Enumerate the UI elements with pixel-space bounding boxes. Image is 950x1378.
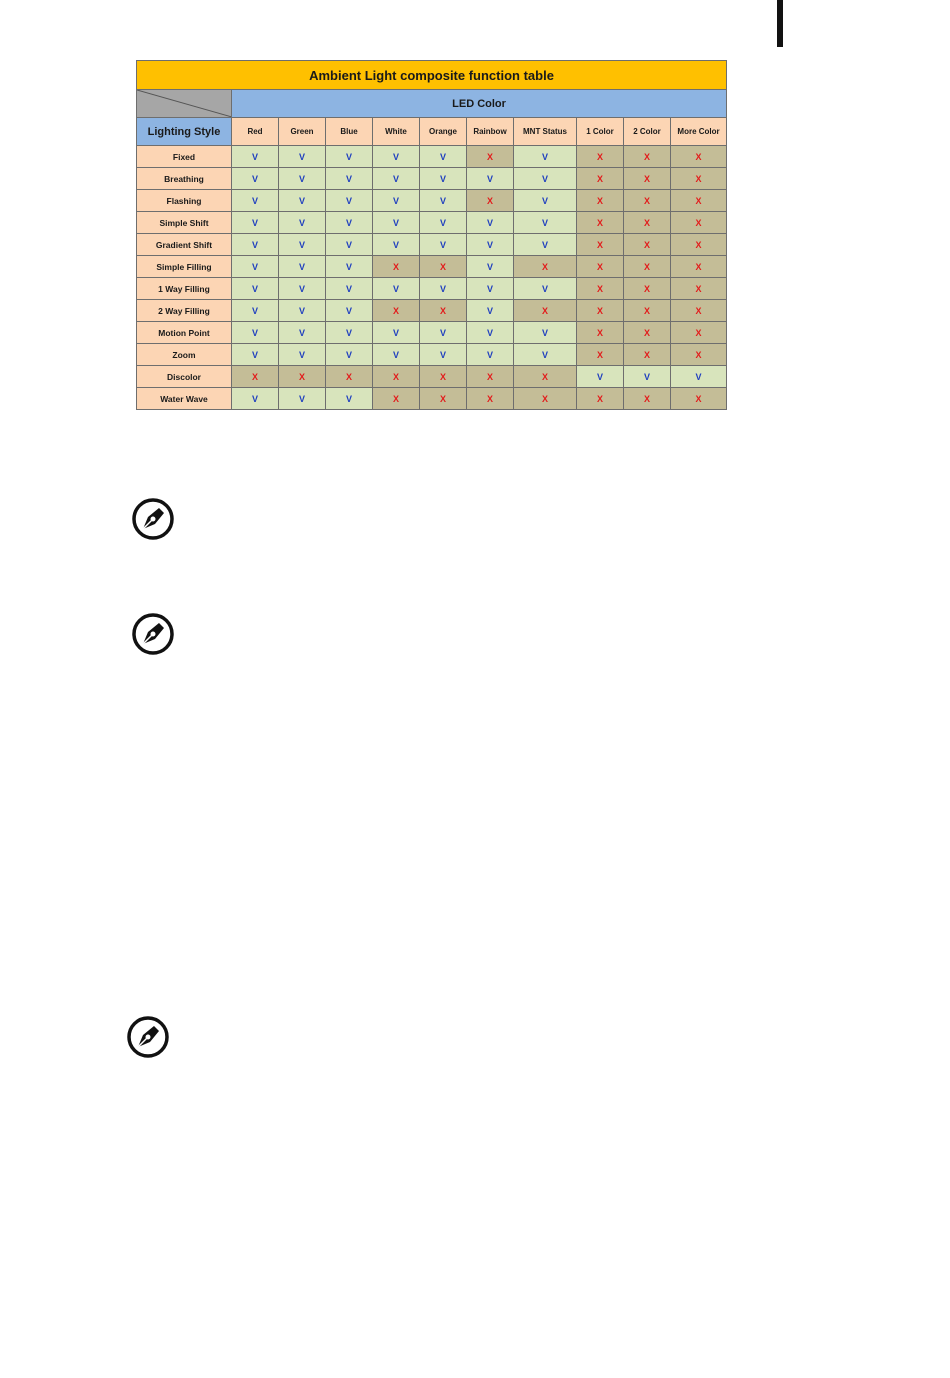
- table-row: [137, 322, 727, 344]
- supported-cell: V: [326, 278, 373, 300]
- supported-cell: V: [326, 300, 373, 322]
- supported-cell: V: [326, 344, 373, 366]
- unsupported-cell: X: [577, 190, 624, 212]
- supported-cell: V: [420, 146, 467, 168]
- supported-cell: V: [514, 234, 577, 256]
- unsupported-cell: X: [671, 344, 727, 366]
- table-row: [137, 190, 727, 212]
- supported-cell: V: [232, 212, 279, 234]
- supported-cell: V: [467, 212, 514, 234]
- unsupported-cell: X: [514, 366, 577, 388]
- supported-cell: V: [420, 168, 467, 190]
- supported-cell: V: [420, 278, 467, 300]
- unsupported-cell: X: [624, 190, 671, 212]
- unsupported-cell: X: [420, 300, 467, 322]
- unsupported-cell: X: [624, 168, 671, 190]
- supported-cell: V: [514, 344, 577, 366]
- row-label: Fixed: [137, 146, 232, 168]
- table-title: Ambient Light composite function table: [137, 61, 727, 90]
- unsupported-cell: X: [577, 234, 624, 256]
- supported-cell: V: [467, 300, 514, 322]
- unsupported-cell: X: [232, 366, 279, 388]
- unsupported-cell: X: [671, 190, 727, 212]
- column-header: 1 Color: [577, 118, 624, 146]
- supported-cell: V: [232, 190, 279, 212]
- table-row: [137, 234, 727, 256]
- column-header: 2 Color: [624, 118, 671, 146]
- supported-cell: V: [232, 388, 279, 410]
- supported-cell: V: [279, 388, 326, 410]
- supported-cell: V: [232, 300, 279, 322]
- supported-cell: V: [232, 234, 279, 256]
- supported-cell: V: [326, 190, 373, 212]
- supported-cell: V: [232, 344, 279, 366]
- unsupported-cell: X: [671, 168, 727, 190]
- unsupported-cell: X: [671, 388, 727, 410]
- unsupported-cell: X: [420, 388, 467, 410]
- row-label: 2 Way Filling: [137, 300, 232, 322]
- supported-cell: V: [326, 388, 373, 410]
- supported-cell: V: [514, 146, 577, 168]
- table-row: [137, 212, 727, 234]
- unsupported-cell: X: [624, 344, 671, 366]
- supported-cell: V: [373, 278, 420, 300]
- supported-cell: V: [420, 190, 467, 212]
- supported-cell: V: [467, 278, 514, 300]
- row-label: Gradient Shift: [137, 234, 232, 256]
- supported-cell: V: [467, 168, 514, 190]
- ambient-light-function-table: [136, 60, 727, 410]
- row-label: Discolor: [137, 366, 232, 388]
- unsupported-cell: X: [467, 366, 514, 388]
- led-color-header: LED Color: [232, 90, 727, 118]
- unsupported-cell: X: [577, 168, 624, 190]
- unsupported-cell: X: [577, 388, 624, 410]
- unsupported-cell: X: [624, 278, 671, 300]
- supported-cell: V: [514, 168, 577, 190]
- unsupported-cell: X: [624, 388, 671, 410]
- unsupported-cell: X: [577, 344, 624, 366]
- unsupported-cell: X: [624, 322, 671, 344]
- supported-cell: V: [514, 190, 577, 212]
- supported-cell: V: [373, 168, 420, 190]
- supported-cell: V: [624, 366, 671, 388]
- row-label: Simple Filling: [137, 256, 232, 278]
- unsupported-cell: X: [577, 146, 624, 168]
- ambient-light-table-container: [136, 60, 726, 410]
- supported-cell: V: [232, 146, 279, 168]
- column-header: White: [373, 118, 420, 146]
- supported-cell: V: [326, 234, 373, 256]
- supported-cell: V: [373, 344, 420, 366]
- unsupported-cell: X: [420, 366, 467, 388]
- row-label: Breathing: [137, 168, 232, 190]
- supported-cell: V: [326, 256, 373, 278]
- supported-cell: V: [373, 146, 420, 168]
- unsupported-cell: X: [671, 256, 727, 278]
- supported-cell: V: [279, 212, 326, 234]
- supported-cell: V: [373, 322, 420, 344]
- unsupported-cell: X: [577, 278, 624, 300]
- supported-cell: V: [326, 212, 373, 234]
- unsupported-cell: X: [577, 256, 624, 278]
- supported-cell: V: [326, 322, 373, 344]
- unsupported-cell: X: [624, 212, 671, 234]
- column-header: Blue: [326, 118, 373, 146]
- supported-cell: V: [420, 344, 467, 366]
- supported-cell: V: [373, 234, 420, 256]
- unsupported-cell: X: [624, 256, 671, 278]
- supported-cell: V: [514, 322, 577, 344]
- unsupported-cell: X: [624, 300, 671, 322]
- lighting-style-header: Lighting Style: [137, 118, 232, 146]
- unsupported-cell: X: [373, 256, 420, 278]
- unsupported-cell: X: [467, 146, 514, 168]
- column-header: Orange: [420, 118, 467, 146]
- unsupported-cell: X: [577, 212, 624, 234]
- table-row: [137, 146, 727, 168]
- supported-cell: V: [326, 146, 373, 168]
- supported-cell: V: [326, 168, 373, 190]
- supported-cell: V: [232, 168, 279, 190]
- unsupported-cell: X: [577, 300, 624, 322]
- supported-cell: V: [279, 278, 326, 300]
- table-row: [137, 168, 727, 190]
- column-header: Green: [279, 118, 326, 146]
- supported-cell: V: [279, 234, 326, 256]
- supported-cell: V: [671, 366, 727, 388]
- column-header: Rainbow: [467, 118, 514, 146]
- unsupported-cell: X: [514, 388, 577, 410]
- unsupported-cell: X: [420, 256, 467, 278]
- table-row: [137, 256, 727, 278]
- supported-cell: V: [467, 234, 514, 256]
- row-label: Water Wave: [137, 388, 232, 410]
- unsupported-cell: X: [624, 146, 671, 168]
- supported-cell: V: [279, 190, 326, 212]
- unsupported-cell: X: [671, 234, 727, 256]
- row-label: 1 Way Filling: [137, 278, 232, 300]
- unsupported-cell: X: [514, 300, 577, 322]
- supported-cell: V: [420, 212, 467, 234]
- row-label: Flashing: [137, 190, 232, 212]
- supported-cell: V: [467, 322, 514, 344]
- supported-cell: V: [232, 278, 279, 300]
- unsupported-cell: X: [373, 366, 420, 388]
- supported-cell: V: [232, 256, 279, 278]
- column-header: MNT Status: [514, 118, 577, 146]
- supported-cell: V: [232, 322, 279, 344]
- unsupported-cell: X: [671, 212, 727, 234]
- supported-cell: V: [373, 212, 420, 234]
- diagonal-line: [137, 90, 232, 117]
- unsupported-cell: X: [624, 234, 671, 256]
- unsupported-cell: X: [326, 366, 373, 388]
- row-label: Motion Point: [137, 322, 232, 344]
- table-row: [137, 300, 727, 322]
- supported-cell: V: [577, 366, 624, 388]
- unsupported-cell: X: [373, 300, 420, 322]
- unsupported-cell: X: [671, 278, 727, 300]
- supported-cell: V: [279, 300, 326, 322]
- table-row: [137, 366, 727, 388]
- note-pen-icon: [131, 497, 175, 541]
- unsupported-cell: X: [373, 388, 420, 410]
- table-row: [137, 388, 727, 410]
- supported-cell: V: [467, 256, 514, 278]
- top-rule: [777, 0, 783, 47]
- supported-cell: V: [420, 322, 467, 344]
- supported-cell: V: [420, 234, 467, 256]
- supported-cell: V: [279, 344, 326, 366]
- corner-diagonal-cell: [137, 90, 232, 118]
- supported-cell: V: [279, 322, 326, 344]
- note-pen-icon: [131, 612, 175, 656]
- unsupported-cell: X: [467, 190, 514, 212]
- unsupported-cell: X: [671, 146, 727, 168]
- supported-cell: V: [467, 344, 514, 366]
- table-row: [137, 344, 727, 366]
- supported-cell: V: [514, 212, 577, 234]
- supported-cell: V: [279, 168, 326, 190]
- column-header: Red: [232, 118, 279, 146]
- row-label: Zoom: [137, 344, 232, 366]
- unsupported-cell: X: [514, 256, 577, 278]
- supported-cell: V: [279, 146, 326, 168]
- unsupported-cell: X: [279, 366, 326, 388]
- unsupported-cell: X: [577, 322, 624, 344]
- column-header: More Color: [671, 118, 727, 146]
- unsupported-cell: X: [671, 300, 727, 322]
- supported-cell: V: [514, 278, 577, 300]
- note-pen-icon: [126, 1015, 170, 1059]
- row-label: Simple Shift: [137, 212, 232, 234]
- supported-cell: V: [279, 256, 326, 278]
- supported-cell: V: [373, 190, 420, 212]
- unsupported-cell: X: [467, 388, 514, 410]
- table-row: [137, 278, 727, 300]
- unsupported-cell: X: [671, 322, 727, 344]
